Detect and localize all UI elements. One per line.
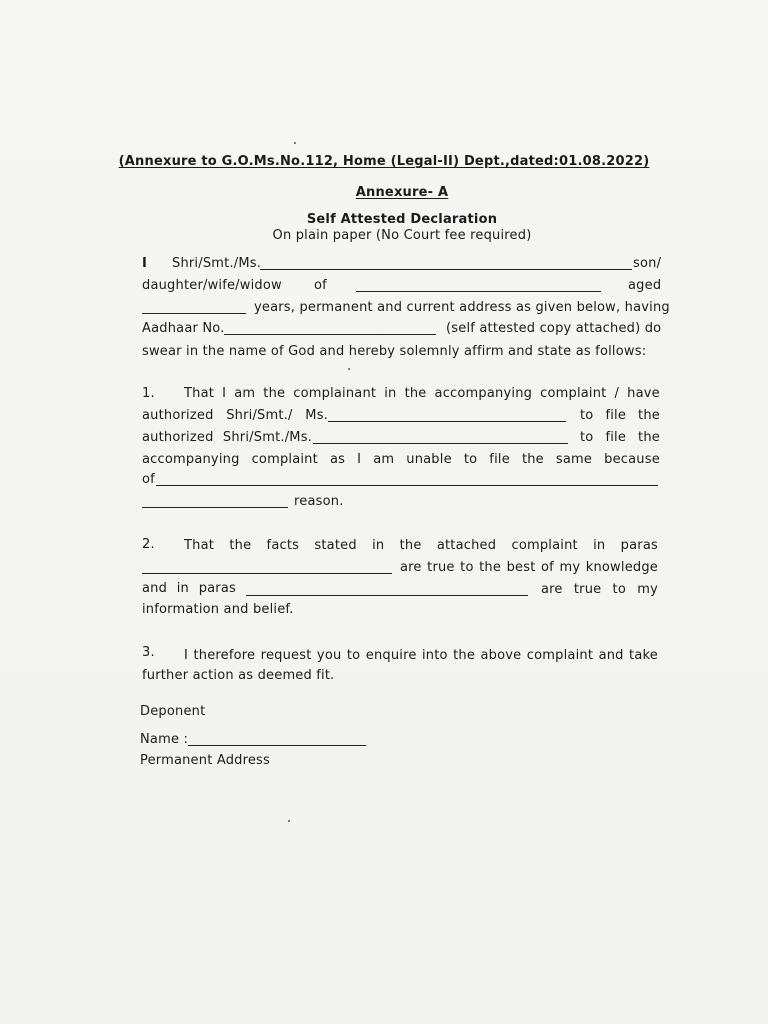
permanent-address-label: Permanent Address	[140, 753, 270, 768]
para2-word: in	[372, 538, 385, 553]
aadhaar-blank	[224, 334, 436, 335]
deponent-name-blank	[188, 745, 366, 746]
reason-blank-2	[142, 507, 288, 508]
para1-word: the	[404, 386, 427, 401]
para1-file-1: to file the	[580, 408, 660, 423]
para1-word: accompanying	[434, 386, 533, 401]
para1-of-label: of	[142, 472, 155, 487]
intro-pronoun: I	[142, 256, 148, 271]
para1-reason-label: reason.	[294, 494, 344, 509]
para1-file-2: to file the	[580, 430, 660, 445]
intro-son-label: son/	[633, 256, 662, 271]
para2-knowledge-text: are true to the best of my knowledge	[400, 560, 658, 575]
intro-attested-text: (self attested copy attached) do	[446, 321, 662, 336]
paras-information-blank	[246, 595, 528, 596]
para2-number: 2.	[142, 537, 155, 552]
name-label: Name :	[140, 732, 189, 747]
document-subtitle: On plain paper (No Court fee required)	[272, 228, 532, 243]
scan-speck	[294, 142, 296, 144]
intro-of-label: of	[314, 278, 327, 293]
age-blank	[142, 313, 246, 314]
para1-word: complaint	[251, 452, 318, 467]
para2-word: the	[229, 538, 252, 553]
para3-line2: further action as deemed fit.	[142, 668, 335, 683]
para1-word: the	[521, 452, 544, 467]
para1-word: complaint	[540, 386, 607, 401]
para2-word: the	[399, 538, 422, 553]
intro-shri-label: Shri/Smt./Ms.	[172, 256, 262, 271]
document-title: Self Attested Declaration	[306, 212, 498, 227]
para2-line1	[184, 538, 658, 554]
para2-belief-text: information and belief.	[142, 602, 294, 617]
para1-authorized-1: authorized Shri/Smt./ Ms.	[142, 408, 328, 423]
paras-knowledge-blank	[142, 573, 392, 574]
para1-word: as	[329, 452, 346, 467]
para2-word: That	[184, 538, 215, 553]
para1-word: I	[357, 452, 362, 467]
para1-line4	[142, 452, 660, 468]
para2-word: in	[593, 538, 606, 553]
para3-number: 3.	[142, 645, 155, 660]
intro-address-text: years, permanent and current address as given below, having	[254, 300, 670, 315]
para2-word: attached	[436, 538, 497, 553]
para1-word: because	[604, 452, 660, 467]
para1-word: I	[222, 386, 227, 401]
para1-line1	[184, 386, 660, 402]
authorized-person-2-blank	[313, 443, 568, 444]
para3-line1: I therefore request you to enquire into the above complaint and take	[184, 648, 658, 663]
intro-relation-label: daughter/wife/widow	[142, 278, 282, 293]
para1-word: That	[184, 386, 215, 401]
para1-word: the	[263, 386, 286, 401]
name-blank	[260, 269, 632, 270]
para2-paras-label: and in paras	[142, 581, 236, 596]
annexure-title: Annexure- A	[355, 185, 449, 200]
para1-word: file	[489, 452, 510, 467]
scan-speck	[288, 820, 290, 822]
para1-word: unable	[406, 452, 452, 467]
para1-word: complainant	[293, 386, 377, 401]
para2-true-text: are true to my	[541, 582, 658, 597]
intro-aged-label: aged	[628, 278, 662, 293]
annexure-reference: (Annexure to G.O.Ms.No.112, Home (Legal-II) Dept.,dated:01.08.2022)	[118, 154, 650, 169]
para1-word: same	[555, 452, 593, 467]
para2-word: stated	[314, 538, 357, 553]
parent-name-blank	[356, 291, 601, 292]
authorized-person-1-blank	[328, 421, 566, 422]
para2-word: facts	[266, 538, 300, 553]
para1-word: am	[234, 386, 256, 401]
para1-word: /	[614, 386, 620, 401]
para1-word: am	[373, 452, 395, 467]
intro-swear-text: swear in the name of God and hereby solemnly affirm and state as follows:	[142, 344, 647, 359]
para1-number: 1.	[142, 386, 155, 401]
para1-word: in	[384, 386, 397, 401]
intro-aadhaar-label: Aadhaar No.	[142, 321, 225, 336]
deponent-label: Deponent	[140, 704, 206, 719]
para1-word: accompanying	[142, 452, 240, 467]
scan-speck	[348, 368, 350, 370]
para2-word: paras	[620, 538, 658, 553]
para1-word: have	[627, 386, 660, 401]
reason-blank-1	[156, 485, 658, 486]
para1-word: to	[463, 452, 478, 467]
para1-authorized-2: authorized Shri/Smt./Ms.	[142, 430, 312, 445]
para2-word: complaint	[511, 538, 578, 553]
